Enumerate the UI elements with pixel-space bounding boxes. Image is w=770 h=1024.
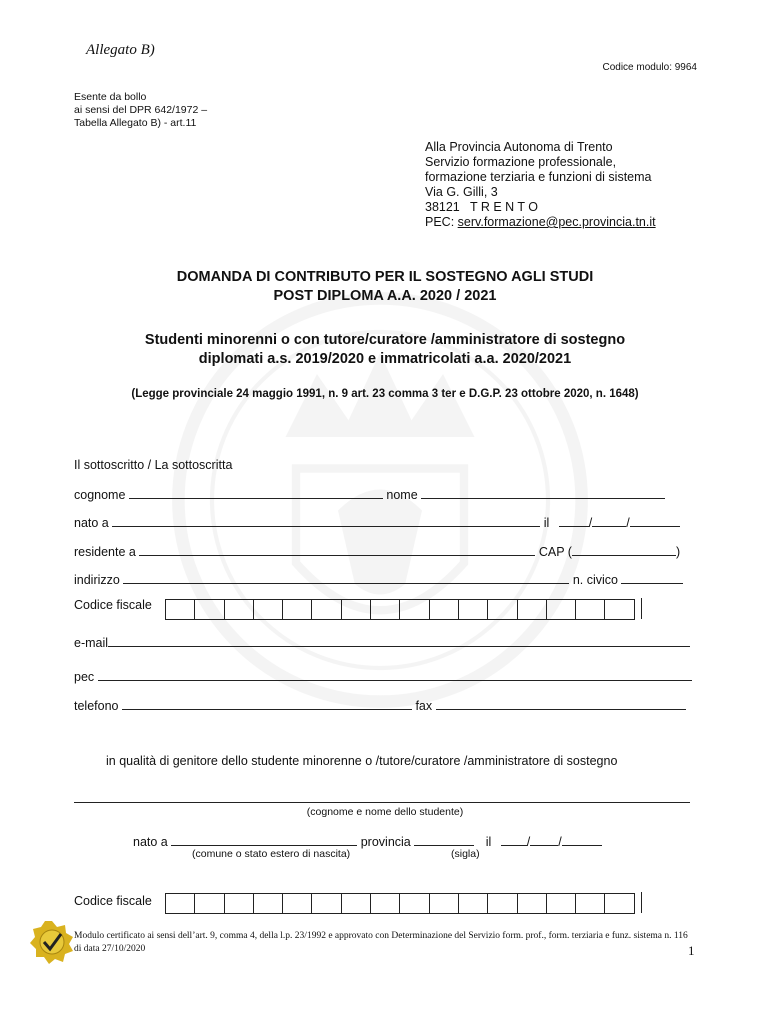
codice-modulo: Codice modulo: 9964 — [602, 62, 697, 73]
student-codice-fiscale-label: Codice fiscale — [74, 894, 152, 908]
certified-badge-icon — [30, 920, 74, 964]
row-nato-a: nato a il / / — [74, 514, 680, 530]
student-luogo-nascita-field[interactable] — [171, 833, 357, 846]
document-subtitle: Studenti minorenni o con tutore/curatore /amministratore di sostegno diplomati a.s. 2019/2020 e immatricolati a.a. 2020/2021 — [144, 332, 626, 367]
cf-cell[interactable] — [547, 894, 576, 913]
cf-cell[interactable] — [312, 894, 341, 913]
cf-cell[interactable] — [371, 600, 400, 619]
comune-caption: (comune o stato estero di nascita) — [192, 848, 351, 860]
nome-field[interactable] — [421, 486, 665, 499]
cf-cell[interactable] — [283, 894, 312, 913]
cf-cell[interactable] — [166, 894, 195, 913]
cf-cell[interactable] — [342, 894, 371, 913]
cf-grid-end — [641, 598, 642, 619]
student-provincia-field[interactable] — [414, 833, 474, 846]
cf-cell[interactable] — [254, 600, 283, 619]
cf-cell[interactable] — [342, 600, 371, 619]
document-title: DOMANDA DI CONTRIBUTO PER IL SOSTEGNO AGLI STUDI POST DIPLOMA A.A. 2020 / 2021 — [176, 269, 594, 304]
student-mese-field[interactable] — [530, 833, 558, 846]
cf-cell[interactable] — [459, 600, 488, 619]
cf-cell[interactable] — [371, 894, 400, 913]
residenza-field[interactable] — [139, 543, 535, 556]
cf-cell[interactable] — [605, 894, 633, 913]
civico-field[interactable] — [621, 571, 683, 584]
row-residente: residente a CAP ( ) — [74, 545, 681, 559]
cf-cell[interactable] — [576, 894, 605, 913]
recipient-address: Alla Provincia Autonoma di Trento Servizio formazione professionale, formazione terziaria e funzioni di sistema Via G. Gilli, 3 38121 T R E N T O PEC: serv.formazione@pec.provincia.tn.it — [425, 140, 656, 229]
cf-cell[interactable] — [459, 894, 488, 913]
row-pec: pec — [74, 668, 692, 684]
cf-cell[interactable] — [400, 600, 429, 619]
cf-cell[interactable] — [225, 600, 254, 619]
cf-cell[interactable] — [195, 894, 224, 913]
row-email: e-mail — [74, 634, 690, 650]
indirizzo-field[interactable] — [123, 571, 569, 584]
cf-cell[interactable] — [488, 894, 517, 913]
cf-cell[interactable] — [166, 600, 195, 619]
sottoscritto-label: Il sottoscritto / La sottoscritta — [74, 458, 233, 472]
nascita-giorno-field[interactable] — [559, 514, 589, 527]
student-giorno-field[interactable] — [501, 833, 527, 846]
email-field[interactable] — [108, 634, 690, 647]
cf-cell[interactable] — [518, 600, 547, 619]
luogo-nascita-field[interactable] — [112, 514, 540, 527]
esente-bollo-note: Esente da bollo ai sensi del DPR 642/1972 – Tabella Allegato B) - art.11 — [74, 91, 208, 129]
page-number: 1 — [688, 943, 695, 958]
cf-cell[interactable] — [283, 600, 312, 619]
student-codice-fiscale-grid[interactable] — [165, 893, 635, 914]
telefono-field[interactable] — [122, 697, 412, 710]
cf-cell[interactable] — [400, 894, 429, 913]
cf-cell[interactable] — [195, 600, 224, 619]
nascita-anno-field[interactable] — [630, 514, 680, 527]
sigla-caption: (sigla) — [451, 848, 480, 860]
nome-studente-field[interactable] — [74, 790, 690, 803]
row-indirizzo: indirizzo n. civico — [74, 571, 683, 587]
in-qualita-label: in qualità di genitore dello studente minorenne o /tutore/curatore /amministratore di sostegno — [106, 754, 618, 768]
cap-field[interactable] — [572, 543, 676, 556]
cf-cell[interactable] — [430, 894, 459, 913]
cf-cell[interactable] — [430, 600, 459, 619]
pec-email-link[interactable]: serv.formazione@pec.provincia.tn.it — [457, 215, 656, 229]
student-anno-field[interactable] — [562, 833, 602, 846]
pec-field[interactable] — [98, 668, 692, 681]
row-telefono-fax: telefono fax — [74, 697, 686, 713]
cf-cell[interactable] — [576, 600, 605, 619]
nome-studente-caption: (cognome e nome dello studente) — [306, 806, 464, 818]
cf-cell[interactable] — [605, 600, 633, 619]
cf-cell[interactable] — [312, 600, 341, 619]
row-student-nato: nato a provincia il / / — [133, 833, 602, 849]
cf-cell[interactable] — [254, 894, 283, 913]
student-cf-grid-end — [641, 892, 642, 913]
legge-reference: (Legge provinciale 24 maggio 1991, n. 9 art. 23 comma 3 ter e D.G.P. 23 ottobre 2020, n. 1648) — [131, 388, 639, 400]
footer-note: Modulo certificato ai sensi dell’art. 9, comma 4, della l.p. 23/1992 e approvato con Determinazione del Servizio form. prof., form. terziaria e funz. sistema n. 116 di data 27/10/2020 — [74, 931, 688, 954]
row-cognome-nome: cognome nome — [74, 486, 665, 502]
codice-fiscale-grid[interactable] — [165, 599, 635, 620]
cf-cell[interactable] — [225, 894, 254, 913]
codice-fiscale-label: Codice fiscale — [74, 598, 152, 612]
fax-field[interactable] — [436, 697, 686, 710]
allegato-label: Allegato B) — [86, 42, 155, 58]
nascita-mese-field[interactable] — [592, 514, 626, 527]
cf-cell[interactable] — [547, 600, 576, 619]
cognome-field[interactable] — [129, 486, 383, 499]
cf-cell[interactable] — [488, 600, 517, 619]
cf-cell[interactable] — [518, 894, 547, 913]
